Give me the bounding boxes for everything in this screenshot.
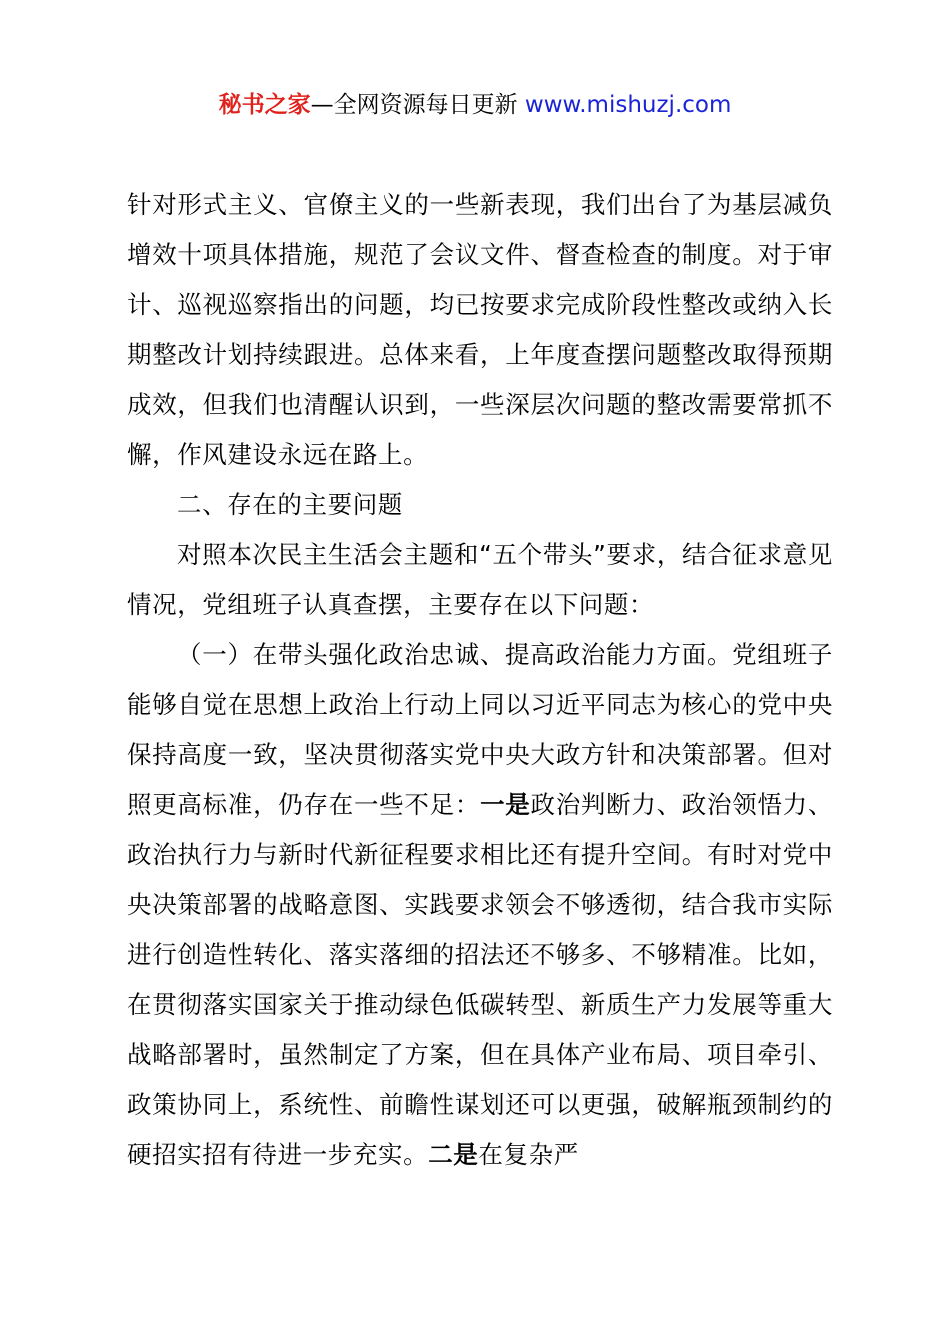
- paragraph-rectification-summary: 针对形式主义、官僚主义的一些新表现，我们出台了为基层减负增效十项具体措施，规范了会议文件、督查检查的制度。对于审计、巡视巡察指出的问题，均已按要求完成阶段性整改或纳入长期整改计划持续跟进。总体来看，上年度查摆问题整改取得预期成效，但我们也清醒认识到，一些深层次问题的整改需要常抓不懈，作风建设永远在路上。: [127, 190, 833, 469]
- page-header: [0, 88, 950, 122]
- paragraph-problems-intro: 对照本次民主生活会主题和“五个带头”要求，结合征求意见情况，党组班子认真查摆，主要存在以下问题：: [127, 540, 833, 619]
- point-two-label: 二是: [428, 1140, 479, 1169]
- point-two-text: 在复杂严: [478, 1140, 579, 1169]
- brand-name: 秘书之家: [218, 92, 311, 118]
- header-tagline: —全网资源每日更新: [310, 92, 525, 118]
- paragraph-political-loyalty: [127, 630, 833, 1180]
- section-heading-main-problems: 二、存在的主要问题: [177, 490, 403, 519]
- site-url-link[interactable]: www.mishuzj.com: [524, 92, 732, 118]
- point-one-label: 一是: [480, 790, 531, 819]
- document-body: [127, 180, 833, 1180]
- subsection-intro-text: （一）在带头强化政治忠诚、提高政治能力方面。党组班子能够自觉在思想上政治上行动上同以习近平同志为核心的党中央保持高度一致，坚决贯彻落实党中央大政方针和决策部署。但对照更高标准，仍存在一些不足：: [127, 640, 833, 819]
- point-one-text: 政治判断力、政治领悟力、政治执行力与新时代新征程要求相比还有提升空间。有时对党中央决策部署的战略意图、实践要求领会不够透彻，结合我市实际进行创造性转化、落实落细的招法还不够多、不够精准。比如，在贯彻落实国家关于推动绿色低碳转型、新质生产力发展等重大战略部署时，虽然制定了方案，但在具体产业布局、项目牵引、政策协同上，系统性、前瞻性谋划还可以更强，破解瓶颈制约的硬招实招有待进一步充实。: [127, 790, 833, 1169]
